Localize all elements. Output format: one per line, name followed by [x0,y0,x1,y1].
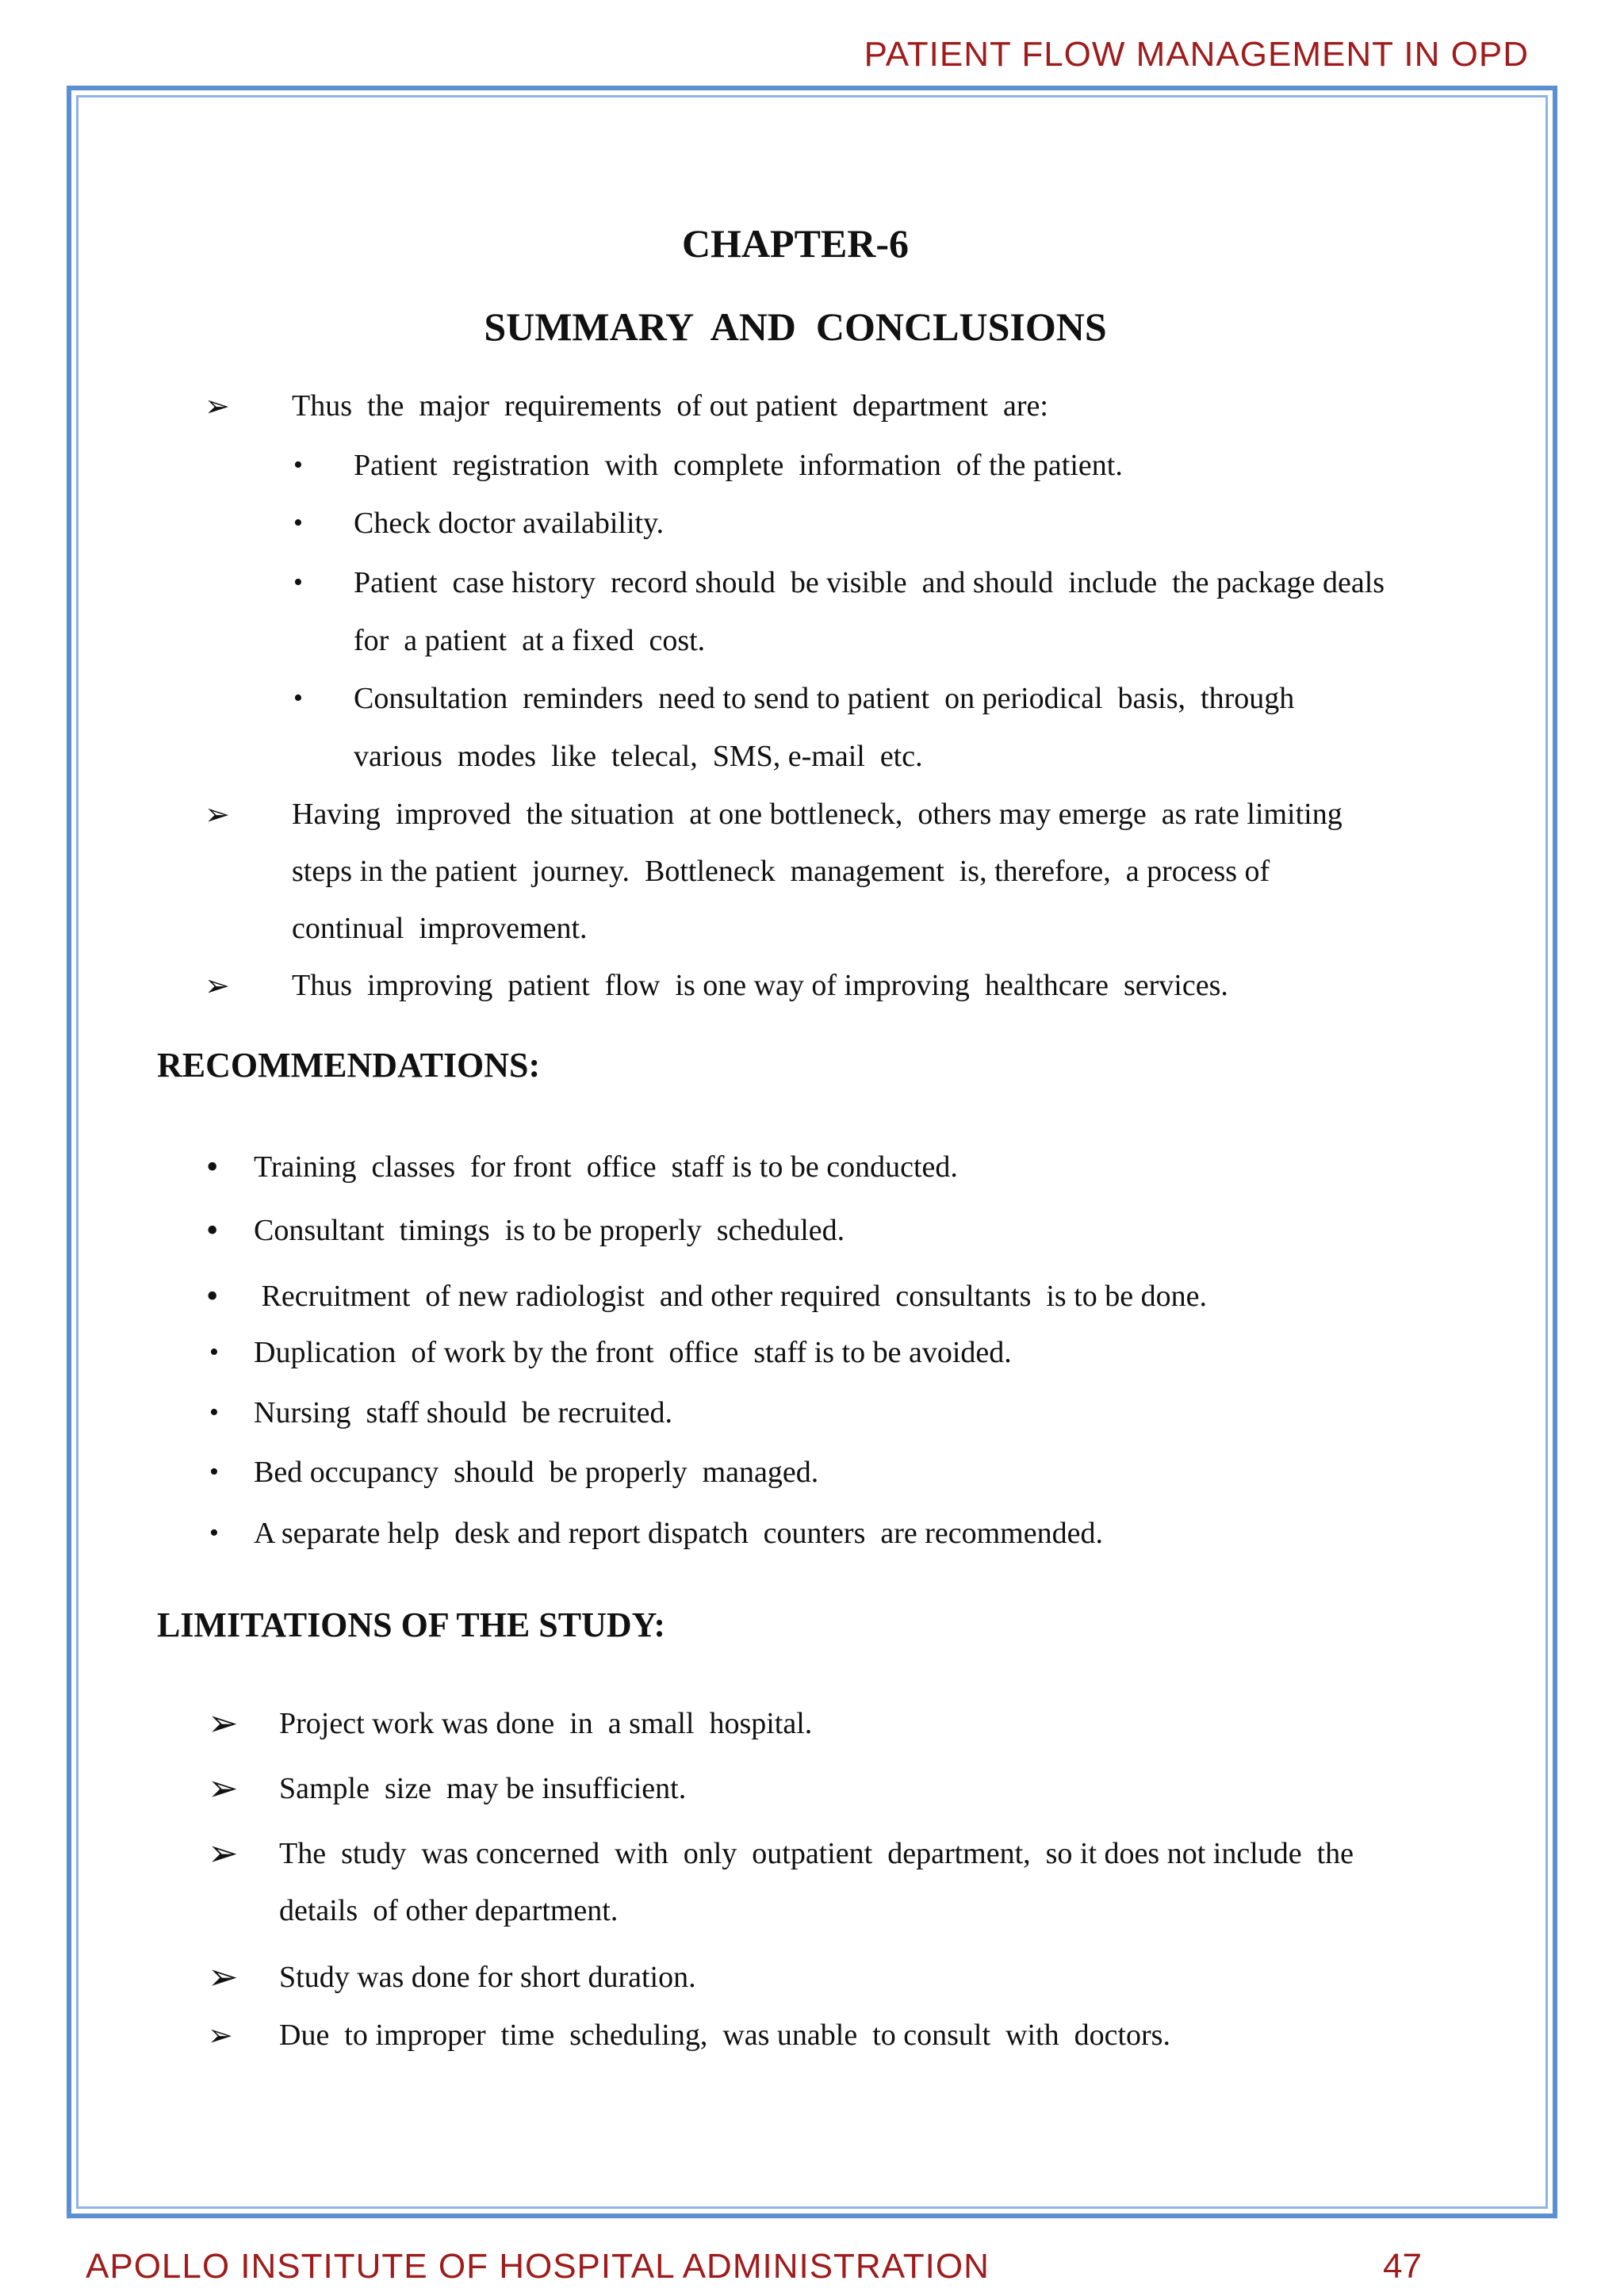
page-number: 47 [1383,2247,1422,2286]
recommendation-item: Consultant timings is to be properly scheduled. [254,1214,845,1247]
recommendation-item: A separate help desk and report dispatch counters are recommended. [254,1517,1103,1550]
chapter-title: SUMMARY AND CONCLUSIONS [484,304,1107,349]
arrow-bullet-icon: ➢ [205,390,230,423]
dot-bullet-icon: • [209,1337,219,1367]
recommendation-item: Bed occupancy should be properly managed. [254,1456,819,1489]
requirement-item-continued: various modes like telecal, SMS, e-mail etc. [354,740,923,773]
requirement-item-continued: for a patient at a fixed cost. [354,624,706,657]
arrow-bullet-icon: ➢ [205,798,230,832]
arrow-bullet-icon: ➢ [208,1957,239,1997]
bottleneck-paragraph-line: steps in the patient journey. Bottleneck management is, therefore, a process of [292,855,1270,888]
requirement-item: Consultation reminders need to send to patient on periodical basis, through [354,682,1295,715]
dot-bullet-icon: • [293,450,303,480]
dot-bullet-icon: • [209,1457,219,1487]
running-header: PATIENT FLOW MANAGEMENT IN OPD [864,35,1529,74]
dot-bullet-icon: • [293,568,303,597]
chapter-label: CHAPTER-6 [681,221,910,266]
requirement-item: Patient case history record should be visible and should include the package deals [354,566,1385,599]
recommendation-item: Duplication of work by the front office staff is to be avoided. [254,1336,1012,1369]
arrow-bullet-icon: ➢ [208,1703,239,1743]
limitation-item: Study was done for short duration. [279,1961,696,1994]
limitation-item-continued: details of other department. [279,1894,619,1927]
arrow-bullet-icon: ➢ [208,1768,239,1808]
dot-bullet-icon: • [206,1276,219,1315]
dot-bullet-icon: • [293,683,303,713]
dot-bullet-icon: • [209,1518,219,1548]
limitation-item: The study was concerned with only outpatient department, so it does not include the [279,1837,1354,1870]
arrow-bullet-icon: ➢ [205,970,230,1003]
bottleneck-paragraph-line: Having improved the situation at one bottleneck, others may emerge as rate limiting [292,798,1342,831]
dot-bullet-icon: • [293,508,303,538]
limitation-item: Sample size may be insufficient. [279,1772,687,1805]
patient-flow-statement: Thus improving patient flow is one way of improving healthcare services. [292,969,1228,1002]
arrow-bullet-icon: ➢ [208,2019,233,2053]
limitation-item: Due to improper time scheduling, was unable to consult with doctors. [279,2019,1170,2052]
dot-bullet-icon: • [206,1147,219,1186]
recommendations-heading: RECOMMENDATIONS: [157,1046,541,1085]
dot-bullet-icon: • [209,1398,219,1427]
recommendation-item: Nursing staff should be recruited. [254,1396,673,1429]
recommendation-item: Recruitment of new radiologist and other required consultants is to be done. [254,1280,1207,1313]
footer-institution: APOLLO INSTITUTE OF HOSPITAL ADMINISTRATION [86,2247,990,2286]
limitations-heading: LIMITATIONS OF THE STUDY: [157,1605,666,1644]
recommendation-item: Training classes for front office staff is to be conducted. [254,1150,958,1184]
requirement-item: Patient registration with complete information of the patient. [354,449,1123,482]
summary-intro: Thus the major requirements of out patient department are: [292,389,1048,423]
arrow-bullet-icon: ➢ [208,1833,239,1873]
limitation-item: Project work was done in a small hospital. [279,1707,813,1740]
dot-bullet-icon: • [206,1211,219,1249]
requirement-item: Check doctor availability. [354,507,665,540]
bottleneck-paragraph-line: continual improvement. [292,912,588,945]
